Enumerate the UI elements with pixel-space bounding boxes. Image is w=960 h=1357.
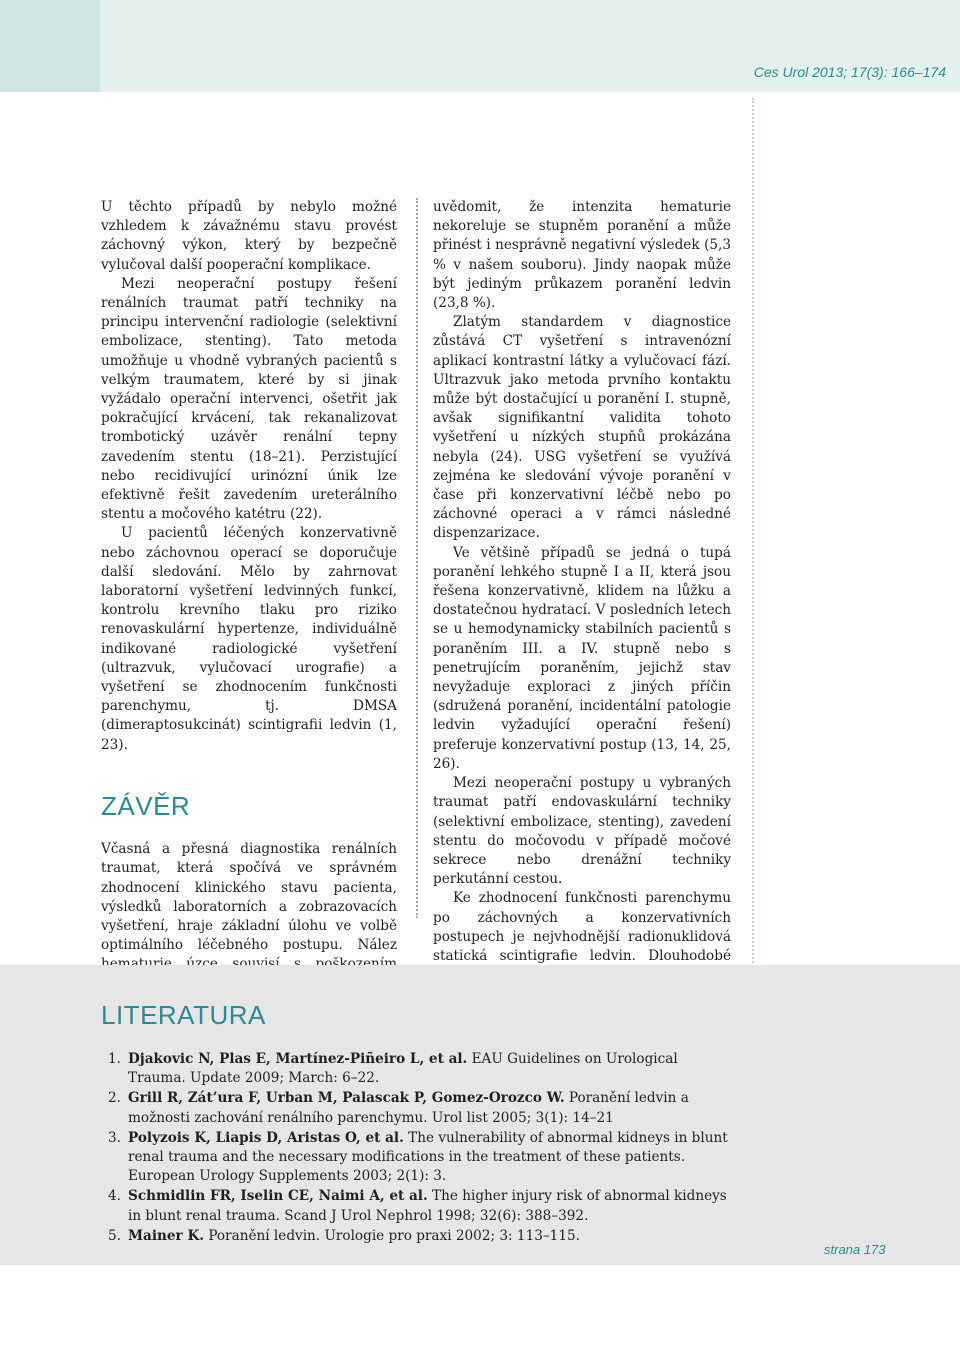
paragraph: uvědomit, že intenzita hematurie nekoreluje se stupněm poranění a může přinést i nesprávně negativní výsledek (5,3 % v našem souboru). Jindy naopak může být jediným průkazem poranění ledvin (23,8 %). bbox=[433, 199, 731, 312]
left-column bbox=[101, 198, 397, 994]
journal-reference: Ces Urol 2013; 17(3): 166–174 bbox=[753, 64, 946, 80]
paragraph: Mezi neoperační postupy u vybraných traumat patří endovaskulární techniky (selektivní embolizace, stenting), zavedení stentu do močovodu v případě močové sekrece nebo drenážní techniky perkutánní cestou. bbox=[433, 775, 731, 888]
reference-text: Poranění ledvin a možnosti zachování renálního parenchymu. Urol list 2005; 3(1): 14–21 bbox=[128, 1090, 689, 1126]
paragraph: U těchto případů by nebylo možné vzhledem k závažnému stavu provést záchovný výkon, který by bezpečně vylučoval další pooperační komplikace. bbox=[101, 199, 397, 273]
reference-item bbox=[101, 1129, 733, 1187]
reference-item bbox=[101, 1227, 733, 1246]
reference-authors: Polyzois K, Liapis D, Aristas O, et al. bbox=[128, 1129, 404, 1146]
reference-number: 2. bbox=[108, 1090, 121, 1107]
right-column bbox=[433, 198, 731, 1043]
reference-item bbox=[101, 1187, 733, 1225]
paragraph: Včasná a přesná diagnostika renálních traumat, která spočívá ve správném zhodnocení klinického stavu pacienta, výsledků laboratorních a zobrazovacích vyšetření, hraje základní úlohu ve volbě optimálního léčebného postupu. Nález bbox=[101, 841, 397, 954]
paragraph: Zlatým standardem v diagnostice zůstává CT vyšetření s intravenózní aplikací kontrastní látky a vylučovací fází. Ultrazvuk jako metoda prvního kontaktu může být dostačující u poranění I. stupně, avšak signifikantní validita tohoto vyšetření u nízkých stupňů prokázána nebyla (24). USG vyšetření se využívá zejména ke sledování vývoje poranění v čase při konzervativní léčbě nebo po záchovné operaci a v rámci následné dispenzarizace. bbox=[433, 314, 731, 542]
page-number: strana 173 bbox=[824, 1242, 886, 1257]
reference-text: The higher injury risk of abnormal kidneys in blunt renal trauma. Scand J Urol Nephrol 1998; 32(6): 388–392. bbox=[128, 1188, 727, 1224]
reference-authors: Mainer K. bbox=[128, 1227, 204, 1244]
margin-dotted-rule bbox=[752, 98, 754, 978]
reference-text: EAU Guidelines on Urological Trauma. Update 2009; March: 6–22. bbox=[128, 1051, 678, 1087]
reference-number: 5. bbox=[108, 1227, 121, 1244]
section-title-zaver: ZÁVĚR bbox=[101, 790, 191, 821]
reference-list bbox=[101, 1050, 733, 1247]
reference-text: The vulnerability of abnormal kidneys in blunt renal trauma and the necessary modifications in the treatment of these patients. European Urology Supplements 2003; 2(1): 3. bbox=[128, 1129, 728, 1185]
paragraph: Ke zhodnocení funkčnosti parenchymu po záchovných a konzervativních postupech je nejvhodnější radionuklidová statická scintigrafie ledvin. Dlouhodobé bbox=[433, 890, 731, 964]
paragraph: U pacientů léčených konzervativně nebo záchovnou operací se doporučuje další sledování. Mělo by zahrnovat laboratorní vyšetření ledvinných funkcí, kontrolu krevního tlaku pro riziko renovaskulární hypertenze, individuálně indikované radiologické vyšetření (ultrazvuk, vylučovací urografie) a vyšetření se zhodnocením funkčnosti parenchymu, tj. DMSA (dimeraptosukcinát) scintigrafii ledvin (1, 23). bbox=[101, 525, 397, 753]
reference-authors: Djakovic N, Plas E, Martínez-Piñeiro L, et al. bbox=[128, 1051, 468, 1067]
column-divider bbox=[416, 198, 418, 918]
reference-item bbox=[101, 1050, 733, 1088]
reference-authors: Grill R, Zát’ura F, Urban M, Palascak P, Gomez-Orozco W. bbox=[128, 1090, 565, 1107]
paragraph: Ve většině případů se jedná o tupá poranění lehkého stupně I a II, která jsou řešena konzervativně, klidem na lůžku a dostatečnou hydratací. V posledních letech se u hemodynamicky stabilních pacientů s poraněním III. a IV. stupně nebo s penetrujícím poraněním, jejichž stav nevyžaduje exploraci z jiných příčin (sdružená poranění, incidentální patologie ledvin vyžadující operační řešení) preferuje konzervativní postup (13, 14, 25, 26). bbox=[433, 544, 731, 772]
reference-item bbox=[101, 1089, 733, 1127]
reference-number: 3. bbox=[108, 1129, 121, 1146]
reference-authors: Schmidlin FR, Iselin CE, Naimi A, et al. bbox=[128, 1188, 428, 1205]
paragraph: Mezi neoperační postupy řešení renálních traumat patří techniky na principu intervenční radiologie (selektivní embolizace, stenting). Tato metoda umožňuje u vhodně vybraných pacientů s velkým traumatem, které by si jinak vyžádalo operační intervenci, ošetřit jak pokračující krvácení, tak rekanalizovat trombotický uzávěr renální tepny zavedením stentu (18–21). Perzistující nebo recidivující urinózní únik lze efektivně řešit zavedením ureterálního stentu a močového katétru (22). bbox=[101, 275, 397, 523]
reference-number: 4. bbox=[108, 1188, 121, 1205]
reference-number: 1. bbox=[108, 1051, 121, 1067]
reference-text: Poranění ledvin. Urologie pro praxi 2002; 3: 113–115. bbox=[204, 1227, 580, 1244]
literature-title: LITERATURA bbox=[101, 1000, 266, 1030]
